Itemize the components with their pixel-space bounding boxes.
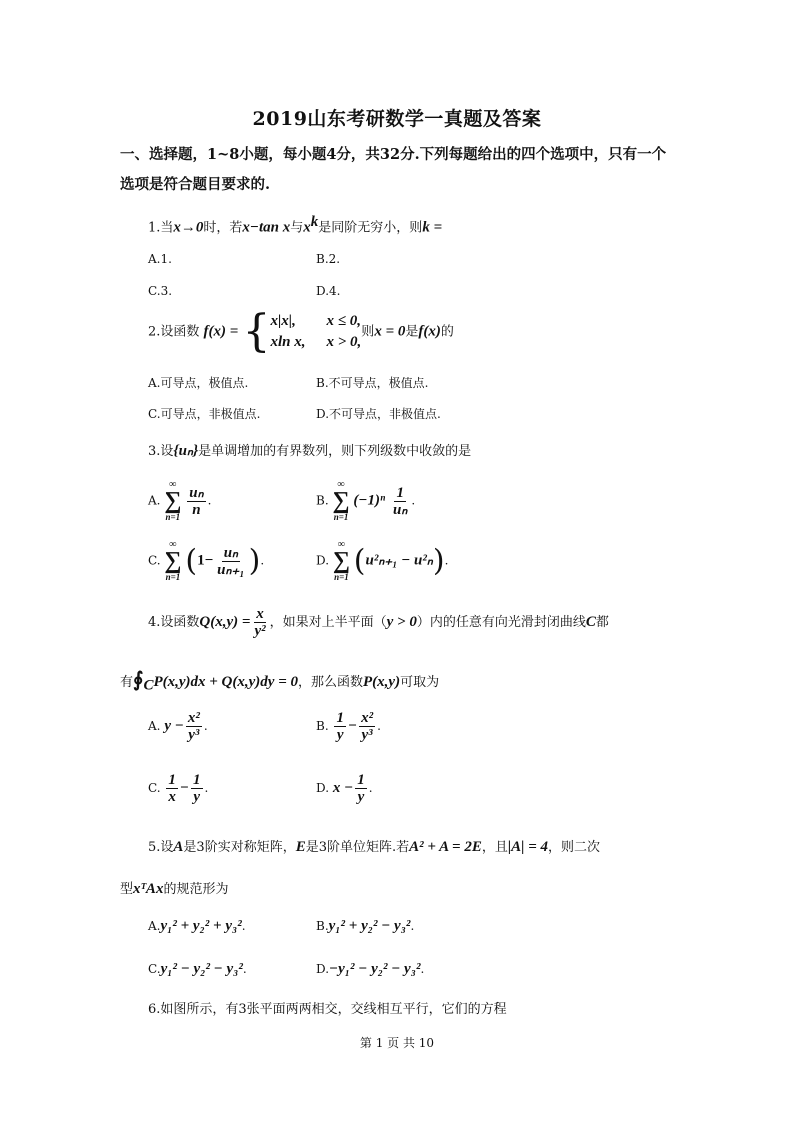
q2-option-a: A.可导点，极值点.: [148, 376, 249, 390]
q1-option-c: C.3.: [148, 284, 173, 298]
sum-icon: ∞ ∑ n=1: [332, 479, 350, 522]
q4-option-d: D. x − $\frac{1}{y}$ .: [316, 772, 373, 805]
page-title: 2019山东考研数学一真题及答案: [252, 108, 542, 130]
q3-option-c: C. ∞ ∑ n=1 (1− $\frac{\text{uₙ}}{\text{uₙ₊₁}}$ ).: [148, 539, 265, 582]
sum-icon: ∞ ∑ n=1: [164, 479, 182, 522]
q2-option-b: B.不可导点，极值点.: [316, 376, 429, 390]
question-2: 2.设函数 f(x) = { x|x|, x ≤ 0, xln x, x > 0, 则x = 0是f(x)的: [148, 306, 454, 357]
q4-option-a: A. y − $\frac{\text{x²}}{\text{y³}}$ .: [148, 710, 208, 743]
q1-option-a: A.1.: [148, 252, 172, 266]
q1-expression: x−tan x: [242, 219, 291, 236]
contour-integral-icon: ∮: [133, 669, 144, 691]
sum-icon: ∞ ∑ n=1: [332, 539, 350, 582]
question-4-line-2: 有$∮_CP(x,y)dx + Q(x,y)dy = 0$，那么函数P(x,y)可取为: [120, 669, 440, 694]
q1-option-d: D.4.: [316, 284, 341, 298]
page-footer: 第 1 页 共 10: [359, 1036, 435, 1050]
q1-option-b: B.2.: [316, 252, 341, 266]
q1-ask: k =: [422, 219, 443, 236]
q5-option-c: C.y₁² − y₂² − y₃².: [148, 961, 247, 977]
q5-option-a: A.y₁² + y₂² + y₃².: [148, 918, 246, 934]
q2-option-d: D.不可导点，非极值点.: [316, 407, 441, 421]
question-5-line-2: 型xᵀAx的规范形为: [120, 881, 229, 897]
q3-option-d: D. ∞ ∑ n=1 (u²ₙ₊₁ − u²ₙ).: [316, 539, 449, 582]
question-1: 1.当x→0时，若x−tan x与$x^k$是同阶无穷小，则k =: [148, 214, 443, 236]
q4-option-c: C. $\frac{1}{x}$ − $\frac{1}{y}$ .: [148, 772, 209, 805]
q3-option-a: A. ∞ ∑ n=1 $\frac{\text{uₙ}}{n}$ .: [148, 479, 212, 522]
piecewise-definition: { x|x|, x ≤ 0, xln x, x > 0,: [242, 306, 362, 357]
q5-option-d: D.−y₁² − y₂² − y₃².: [316, 961, 425, 977]
q2-option-c: C.可导点，非极值点.: [148, 407, 261, 421]
q3-option-b: B. ∞ ∑ n=1 (−1)ⁿ $\frac{1}{\text{uₙ}}$ .: [316, 479, 416, 522]
sequence-un: {uₙ}: [173, 443, 199, 459]
q4-option-b: B. $\frac{1}{y}$ − $\frac{\text{x²}}{\text{y³}}$ .: [316, 710, 381, 743]
question-4-line-1: 4.设函数Q(x,y) = $\frac{x}{\text{y²}}$ ，如果对上半平面（y > 0）内的任意有向光滑封闭曲线C都: [148, 606, 609, 639]
sum-icon: ∞ ∑ n=1: [164, 539, 182, 582]
section-intro: 一、选择题，1~8小题，每小题4分，共32分.下列每题给出的四个选项中，只有一个选项是符合题目要求的.: [120, 146, 667, 193]
question-6: 6.如图所示，有3张平面两两相交，交线相互平行，它们的方程: [148, 1002, 507, 1017]
q5-option-b: B.y₁² + y₂² − y₃².: [316, 918, 415, 934]
question-5-line-1: 5.设A是3阶实对称矩阵，E是3阶单位矩阵.若A² + A = 2E，且|A| = 4，则二次: [148, 839, 601, 855]
q1-condition: x→0: [173, 219, 204, 236]
question-3: 3.设{uₙ}是单调增加的有界数列，则下列级数中收敛的是: [148, 443, 472, 459]
